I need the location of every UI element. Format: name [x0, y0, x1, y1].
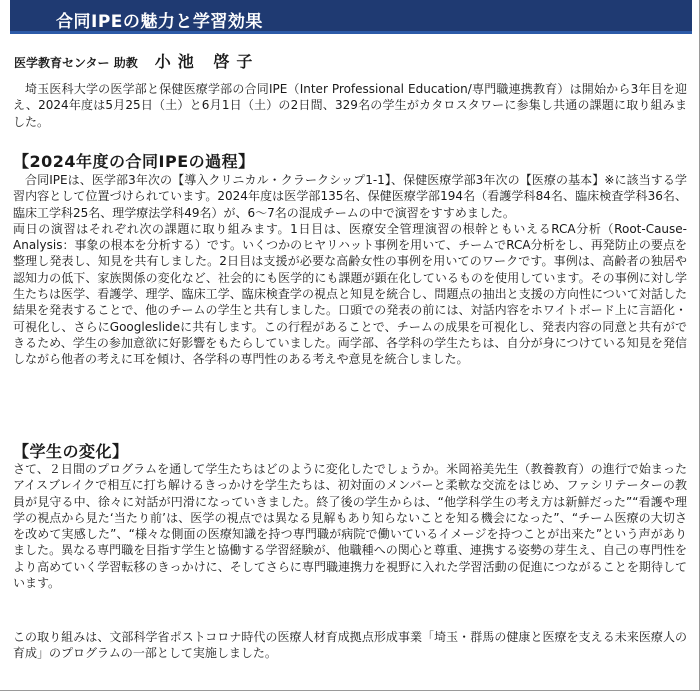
section-body-process — [13, 172, 687, 368]
article-title: 合同IPEの魅力と学習効果 — [56, 12, 263, 32]
intro-paragraph — [13, 81, 687, 130]
change-paragraph-1: さて、２日間のプログラムを通して学生たちはどのように変化したでしょうか。米岡裕美先生（教養教育）の進行で始まったアイスブレイクで相互に打ち解けるきっかけを学生たちは、初対面のメンバーと柔軟な交流をはじめ、ファシリテーターの教員が見守る中、徐々に対話が円滑になっていきました。終了後の学生からは、“他学科学生の考え方は新鮮だった”“看護や理学の視点から見た‘当たり前’は、医学の視点では異なる見解もあり知らないことを知る機会になった”、“チーム医療の大切さを改めて実感した”、“様々な側面の医療知識を持つ専門職が病院で働いているイメージを持つことが出来た”という声がありました。異なる専門職を目指す学生と協働する学習経験が、他職種への関心と尊重、連携する姿勢の芽生え、自己の専門性をより高めていく学習転移のきっかけに、そしてさらに専門職連携力を視野に入れた学習活動の促進につながることを期待しています。 — [13, 462, 687, 591]
funding-note — [13, 629, 687, 662]
process-paragraph-1: 合同IPEは、医学部3年次の【導入クリニカル・クラークシップ1-1】、保健医療学部3年次の【医療の基本】※に該当する学習内容として位置づけられています。2024年度は医学部135名、保健医療学部194名（看護学科84名、臨床検査学科36名、臨床工学科25名、理学療法学科49名）が、6〜7名の混成チームの中で演習をすすめました。 — [13, 173, 687, 220]
title-banner — [10, 0, 692, 34]
process-paragraph-2: 両日の演習はそれぞれ次の課題に取り組みます。1日目は、医療安全管理演習の根幹ともいえるRCA分析（Root-Cause-Analysis：事象の根本を分析する）です。いくつかのヒヤリハット事例を用いて、チームでRCA分析をし、再発防止の要点を整理し発表し、知見を共有しました。2日目は支援が必要な高齢女性の事例を用いてのワークです。事例は、高齢者の独居や認知力の低下、家族関係の変化など、社会的にも医学的にも課題が顕在化しているものを使用しています。その事例に対し学生たちは医学、看護学、理学、臨床工学、臨床検査学の視点と知見を統合し、問題点の抽出と支援の方向性について対話した結果を発表することで、他のチームの学生と共有しました。口頭での発表の前には、対話内容をホワイトボード上に言語化・可視化し、さらにGoogleslideに共有します。この行程があることで、チームの成果を可視化し、発表内容の同意と共有ができるため、学生の参加意欲に好影響をもたらしていました。両学部、各学科の学生たちは、自分が身につけている知見を発信しながら他者の考えに耳を傾け、各学科の専門性のある考えや意見を統合しました。 — [13, 221, 687, 367]
section-heading-process: 【2024年度の合同IPEの過程】 — [13, 152, 255, 171]
section-body-change — [13, 461, 687, 591]
section-heading-change: 【学生の変化】 — [13, 442, 129, 461]
author-line — [14, 49, 259, 72]
author-affiliation: 医学教育センター 助教 — [14, 56, 138, 70]
change-paragraph-2: この取り組みは、文部科学省ポストコロナ時代の医療人材育成拠点形成事業「埼玉・群馬の健康と医療を支える未来医療人の育成」のプログラムの一部として実施しました。 — [13, 630, 687, 661]
intro-text: 埼玉医科大学の医学部と保健医療学部の合同IPE（Inter Professional Education/専門職連携教育）は開始から3年目を迎え、2024年度は5月25日（土）と6月1日（土）の2日間、329名の学生がカタロスタワーに参集し共通の課題に取り組みました。 — [13, 82, 687, 129]
author-name: 小池 啓子 — [154, 52, 260, 71]
